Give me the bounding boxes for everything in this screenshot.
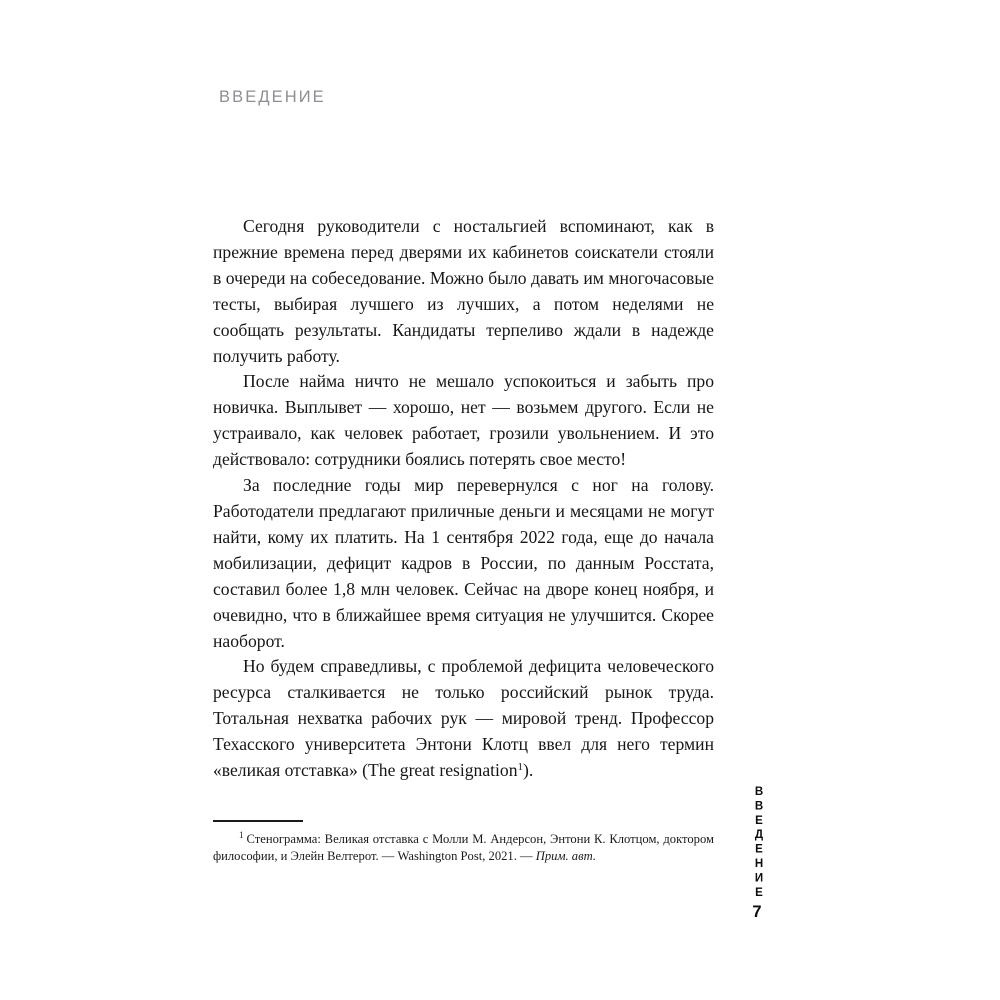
footnote-text: [213, 831, 714, 866]
footnote-source-note: Прим. авт.: [535, 849, 596, 864]
body-text-column: [213, 214, 714, 784]
footnote-separator-rule: [213, 820, 303, 822]
body-paragraph-with-footnote-ref: [213, 654, 714, 784]
footnote-marker: 1: [239, 830, 244, 841]
footnote-body: Стенограмма: Великая отставка с Молли М. Андерсон, Энтони К. Клотцом, доктором философии, и Элейн Велтерот. — Washington Post, 2021. —: [213, 831, 714, 864]
body-paragraph: После найма ничто не мешало успокоиться и забыть про новичка. Выплывет — хорошо, нет — возьмем другого. Если не устраивало, как человек работает, грозили увольнением. И это действовало: сотрудники боялись потерять свое место!: [213, 371, 714, 470]
paragraph-text-after-reference: ).: [522, 760, 534, 781]
body-paragraph: Сегодня руководители с ностальгией вспоминают, как в прежние времена перед дверями их кабинетов соискатели стояли в очереди на собеседование. Можно было давать им многочасовые тесты, выбирая лучшего из лучших, а потом неделями не сообщать результаты. Кандидаты терпеливо ждали в надежде получить работу.: [213, 216, 714, 366]
body-paragraph: За последние годы мир перевернулся с ног на голову. Работодатели предлагают приличные деньги и месяцами не могут найти, кому их платить. На 1 сентября 2022 года, еще до начала мобилизации, дефицит кадров в России, по данным Росстата, составил более 1,8 млн человек. Сейчас на дворе конец ноября, и очевидно, что в ближайшее время ситуация не улучшится. Скорее наоборот.: [213, 475, 714, 651]
margin-section-label: ВВЕДЕНИЕ: [753, 786, 765, 902]
running-head: ВВЕДЕНИЕ: [219, 88, 326, 106]
paragraph-text-before-reference: Но будем справедливы, с проблемой дефицита человеческого ресурса сталкивается не только российский рынок труда. Тотальная нехватка рабочих рук — мировой тренд. Профессор Техасского университета Энтони Клотц ввел для него термин «великая отставка» (The great resignation: [213, 656, 714, 781]
footnote-block: [213, 820, 714, 866]
page-number: 7: [752, 903, 762, 921]
footnote-reference-marker[interactable]: 1: [517, 761, 523, 774]
